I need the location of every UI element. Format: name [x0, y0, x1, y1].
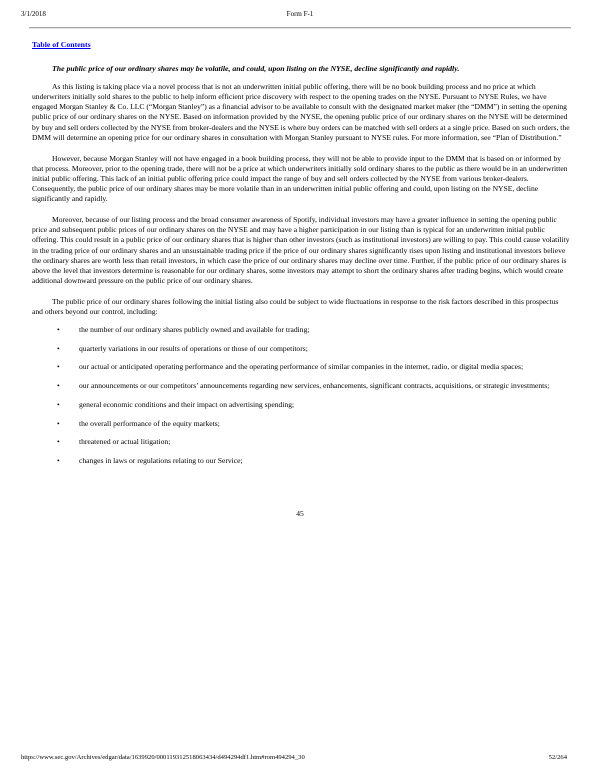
source-url: https://www.sec.gov/Archives/edgar/data/1639920/000119312518063434/d494294df1.htm#rom494294_30	[21, 754, 305, 761]
list-item-text: threatened or actual litigation;	[79, 437, 171, 447]
list-item-text: our actual or anticipated operating performance and the operating performance of similar companies in the internet, radio, or digital media spaces;	[79, 362, 524, 372]
list-item-text: general economic conditions and their impact on advertising spending;	[79, 399, 295, 409]
header-divider	[29, 27, 571, 29]
page-number: 45	[296, 509, 304, 518]
list-item	[32, 381, 570, 391]
bullet-icon: •	[57, 325, 60, 335]
paragraph-fluctuations-intro: The public price of our ordinary shares following the initial listing also could be subject to wide fluctuations in response to the risk factors described in this prospectus and others beyond our control, including:	[32, 296, 559, 316]
list-item	[32, 400, 570, 410]
bullet-icon: •	[57, 399, 60, 409]
print-title: Form F-1	[286, 10, 314, 18]
print-footer	[21, 752, 579, 764]
list-item	[32, 419, 570, 429]
paragraph-listing-process: As this listing is taking place via a novel process that is not an underwritten initial public offering, there will be no book building process and no price at which underwriters initially sold shares to the public to help inform efficient price discovery with respect to the opening trades on the NYSE. Pursuant to NYSE Rules, we have engaged Morgan Stanley & Co. LLC (“Morgan Stanley”) as a financial advisor to be available to consult with the designated market maker (the “DMM”) in setting the opening public price of our ordinary shares on the NYSE. Based on information provided by the NYSE, the opening public price of our ordinary shares on the NYSE will be determined by buy and sell orders collected by the NYSE from broker-dealers and the NYSE is where buy orders can be matched with sell orders at a single price. Based on such orders, the DMM will determine an opening price for our ordinary shares in consultation with Morgan Stanley pursuant to NYSE rules. For more information, see “Plan of Distribution.”	[32, 82, 570, 142]
paragraph-book-building: However, because Morgan Stanley will not have engaged in a book building process, they will not be able to provide input to the DMM that is based on or informed by that process. Moreover, prior to the opening trade, there will not be a price at which underwriters initially sold ordinary shares to the public as there would be in an underwritten initial public offering. This lack of an initial public offering price could impact the range of buy and sell orders collected by the NYSE from various broker-dealers. Consequently, the public price of our ordinary shares may be more volatile than in an underwritten initial public offering and could, upon listing on the NYSE, decline significantly and rapidly.	[32, 153, 568, 204]
list-item	[32, 362, 570, 372]
list-item	[32, 325, 570, 335]
print-date: 3/1/2018	[21, 10, 46, 18]
bullet-icon: •	[57, 362, 60, 372]
bullet-icon: •	[57, 343, 60, 353]
list-item-text: quarterly variations in our results of operations or those of our competitors;	[79, 343, 308, 353]
list-item	[32, 456, 570, 466]
document-body	[32, 40, 570, 475]
list-item	[32, 344, 570, 354]
list-item-text: changes in laws or regulations relating to our Service;	[79, 455, 243, 465]
risk-factor-list	[32, 325, 570, 466]
print-header	[21, 8, 579, 20]
print-page-count: 52/264	[548, 754, 567, 761]
list-item	[32, 437, 570, 447]
bullet-icon: •	[57, 455, 60, 465]
list-item-text: our announcements or our competitors’ announcements regarding new services, enhancements, significant contracts, acquisitions, or strategic investments;	[79, 381, 550, 391]
paragraph-individual-investors: Moreover, because of our listing process and the broad consumer awareness of Spotify, individual investors may have a greater influence in setting the opening public price and subsequent public prices of our ordinary shares on the NYSE and may have a higher participation in our listing than is typical for an underwritten initial public offering. This could result in a public price of our ordinary shares that is higher than other investors (such as institutional investors) are willing to pay. This could cause volatility in the trading price of our ordinary shares and an unsustainable trading price if the price of our ordinary shares significantly rises upon listing and institutional investors believe the ordinary shares are worth less than retail investors, in which case the price of our ordinary shares may decline over time. Further, if the public price of our ordinary shares is above the level that investors determine is reasonable for our ordinary shares, some investors may attempt to short the ordinary shares after trading begins, which would create additional downward pressure on the public price of our ordinary shares.	[32, 215, 570, 285]
bullet-icon: •	[57, 418, 60, 428]
bullet-icon: •	[57, 437, 60, 447]
list-item-text: the number of our ordinary shares publicly owned and available for trading;	[79, 325, 310, 335]
table-of-contents-link[interactable]: Table of Contents	[32, 40, 91, 49]
section-heading: The public price of our ordinary shares may be volatile, and could, upon listing on the NYSE, decline significantly and rapidly.	[52, 64, 460, 74]
list-item-text: the overall performance of the equity markets;	[79, 418, 220, 428]
bullet-icon: •	[57, 381, 60, 391]
